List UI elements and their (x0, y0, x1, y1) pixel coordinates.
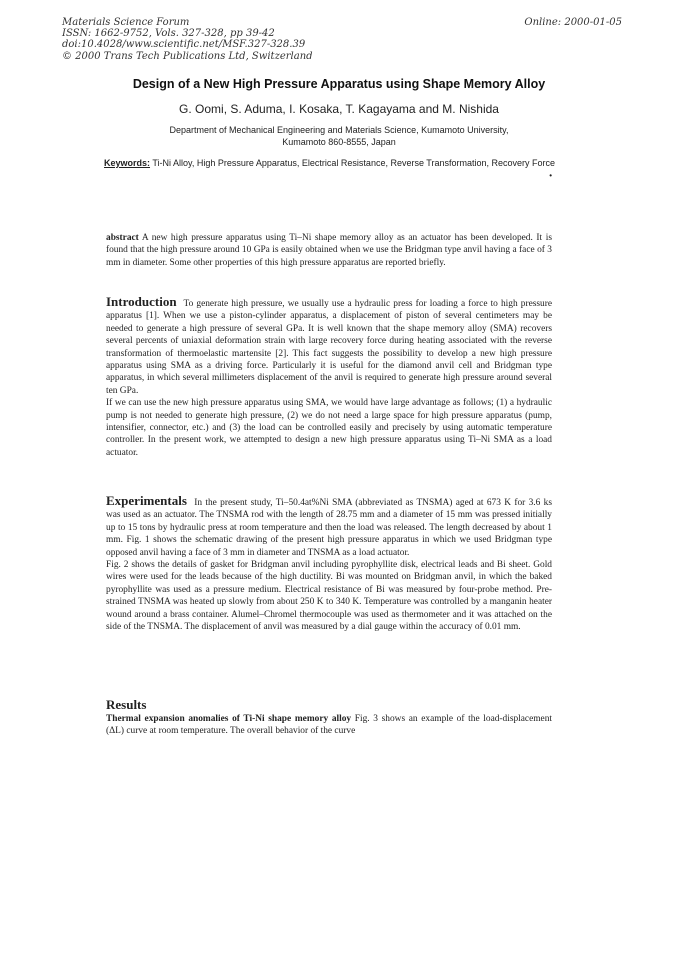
bullet-mark: • (549, 171, 552, 180)
abstract-text: A new high pressure apparatus using Ti–Ni shape memory alloy as an actuator has been developed. It is found that the high pressure around 10 GPa is easily obtained when we use the Bridgman type anvil having a face of 3 mm in diameter. Some other properties of this high pressure apparatus are reported briefly. (106, 233, 552, 268)
online-date: Online: 2000-01-05 (524, 17, 622, 28)
issn-line: ISSN: 1662-9752, Vols. 327-328, pp 39-42 (62, 28, 275, 40)
author-list: G. Oomi, S. Aduma, I. Kosaka, T. Kagayama and M. Nishida (179, 102, 499, 116)
affiliation-line-2: Kumamoto 860-8555, Japan (282, 137, 396, 147)
introduction-paragraph-2: If we can use the new high pressure apparatus using SMA, we would have large advantage as follows; (1) a hydraulic pump is not needed to generate high pressure, (2) we do not need a large space for high pressure apparatus (pump, intensifier, connector, etc.) and (3) the load can be controlled easily and precisely by using automatic temperature controller. In the present work, we attempted to design a new high pressure apparatus using Ti–Ni SMA as a load actuator. (106, 398, 552, 458)
introduction-paragraph-1: To generate high pressure, we usually use a hydraulic press for loading a force to high pressure apparatus [1]. When we use a piston-cylinder apparatus, a displacement of piston of several centimeters may be needed to generate a high pressure of several GPa. It is well known that the shape memory alloy (SMA) recovers several percents of uniaxial deformation strain with large recovery force during heating associated with the reverse transformation of thermoelastic martensite [2]. This fact suggests the possibility to develop a new high pressure apparatus using SMA as a driving force. Particularly it is useful for the diamond anvil cell and Bridgman type apparatus, in which several millimeters displacement of the anvil is required to generate high pressure around several ten GPa. (106, 299, 552, 396)
experimentals-heading: Experimentals (106, 493, 187, 508)
publication-header (62, 17, 622, 62)
results-section (106, 697, 552, 738)
copyright-line: © 2000 Trans Tech Publications Ltd, Switzerland (62, 50, 313, 62)
introduction-section (106, 296, 552, 459)
keywords-block (104, 157, 556, 180)
affiliation-line-1: Department of Mechanical Engineering and Materials Science, Kumamoto University, (169, 125, 509, 135)
experimentals-paragraph-1: In the present study, Ti–50.4at%Ni SMA (abbreviated as TNSMA) aged at 673 K for 3.6 ks was used as an actuator. The TNSMA rod with the length of 28.75 mm and a diameter of 15 mm was pressed initially up to 15 tons by hydraulic press at room temperature and then the load was released. The length decreased by about 1 mm. Fig. 1 shows the schematic drawing of the present high pressure apparatus in which we used Bridgman type opposed anvil having a face of 3 mm in diameter and TNSMA as a load actuator. (106, 498, 552, 558)
results-heading: Results (106, 697, 147, 712)
abstract-section (106, 232, 552, 269)
journal-name: Materials Science Forum (62, 17, 190, 28)
results-subheading: Thermal expansion anomalies of Ti-Ni shape memory alloy (106, 714, 352, 724)
keywords-text: Ti-Ni Alloy, High Pressure Apparatus, Electrical Resistance, Reverse Transformation, Recovery Force (152, 158, 556, 168)
paper-title: Design of a New High Pressure Apparatus using Shape Memory Alloy (132, 77, 546, 91)
abstract-label: abstract (106, 233, 139, 243)
results-text: Fig. 3 shows an example of the load-displacement (ΔL) curve at room temperature. The overall behavior of the curve (106, 714, 553, 737)
introduction-heading: Introduction (106, 294, 177, 309)
affiliation (0, 124, 678, 148)
experimentals-section (106, 495, 552, 633)
doi-link[interactable]: doi:10.4028/www.scientific.net/MSF.327-328.39 (62, 39, 306, 51)
keywords-label: Keywords: (104, 158, 151, 168)
experimentals-paragraph-2: Fig. 2 shows the details of gasket for Bridgman anvil including pyrophyllite disk, electrical leads and Bi sheet. Gold wires were used for the leads because of the high ductility. Bi was mounted on Bridgman anvil, in which the baked pyrophyllite was used as a pressure medium. Electrical resistance of Bi was measured by four-probe method. Pre-strained TNSMA was heated up slowly from about 250 K to 340 K. Temperature was controlled by a manganin heater wound around a brass container. Alumel–Chromel thermocouple was used as thermometer and it was attached on the side of the TNSMA. The displacement of anvil was measured by a dial gauge within the accuracy of 0.01 mm. (106, 560, 552, 633)
